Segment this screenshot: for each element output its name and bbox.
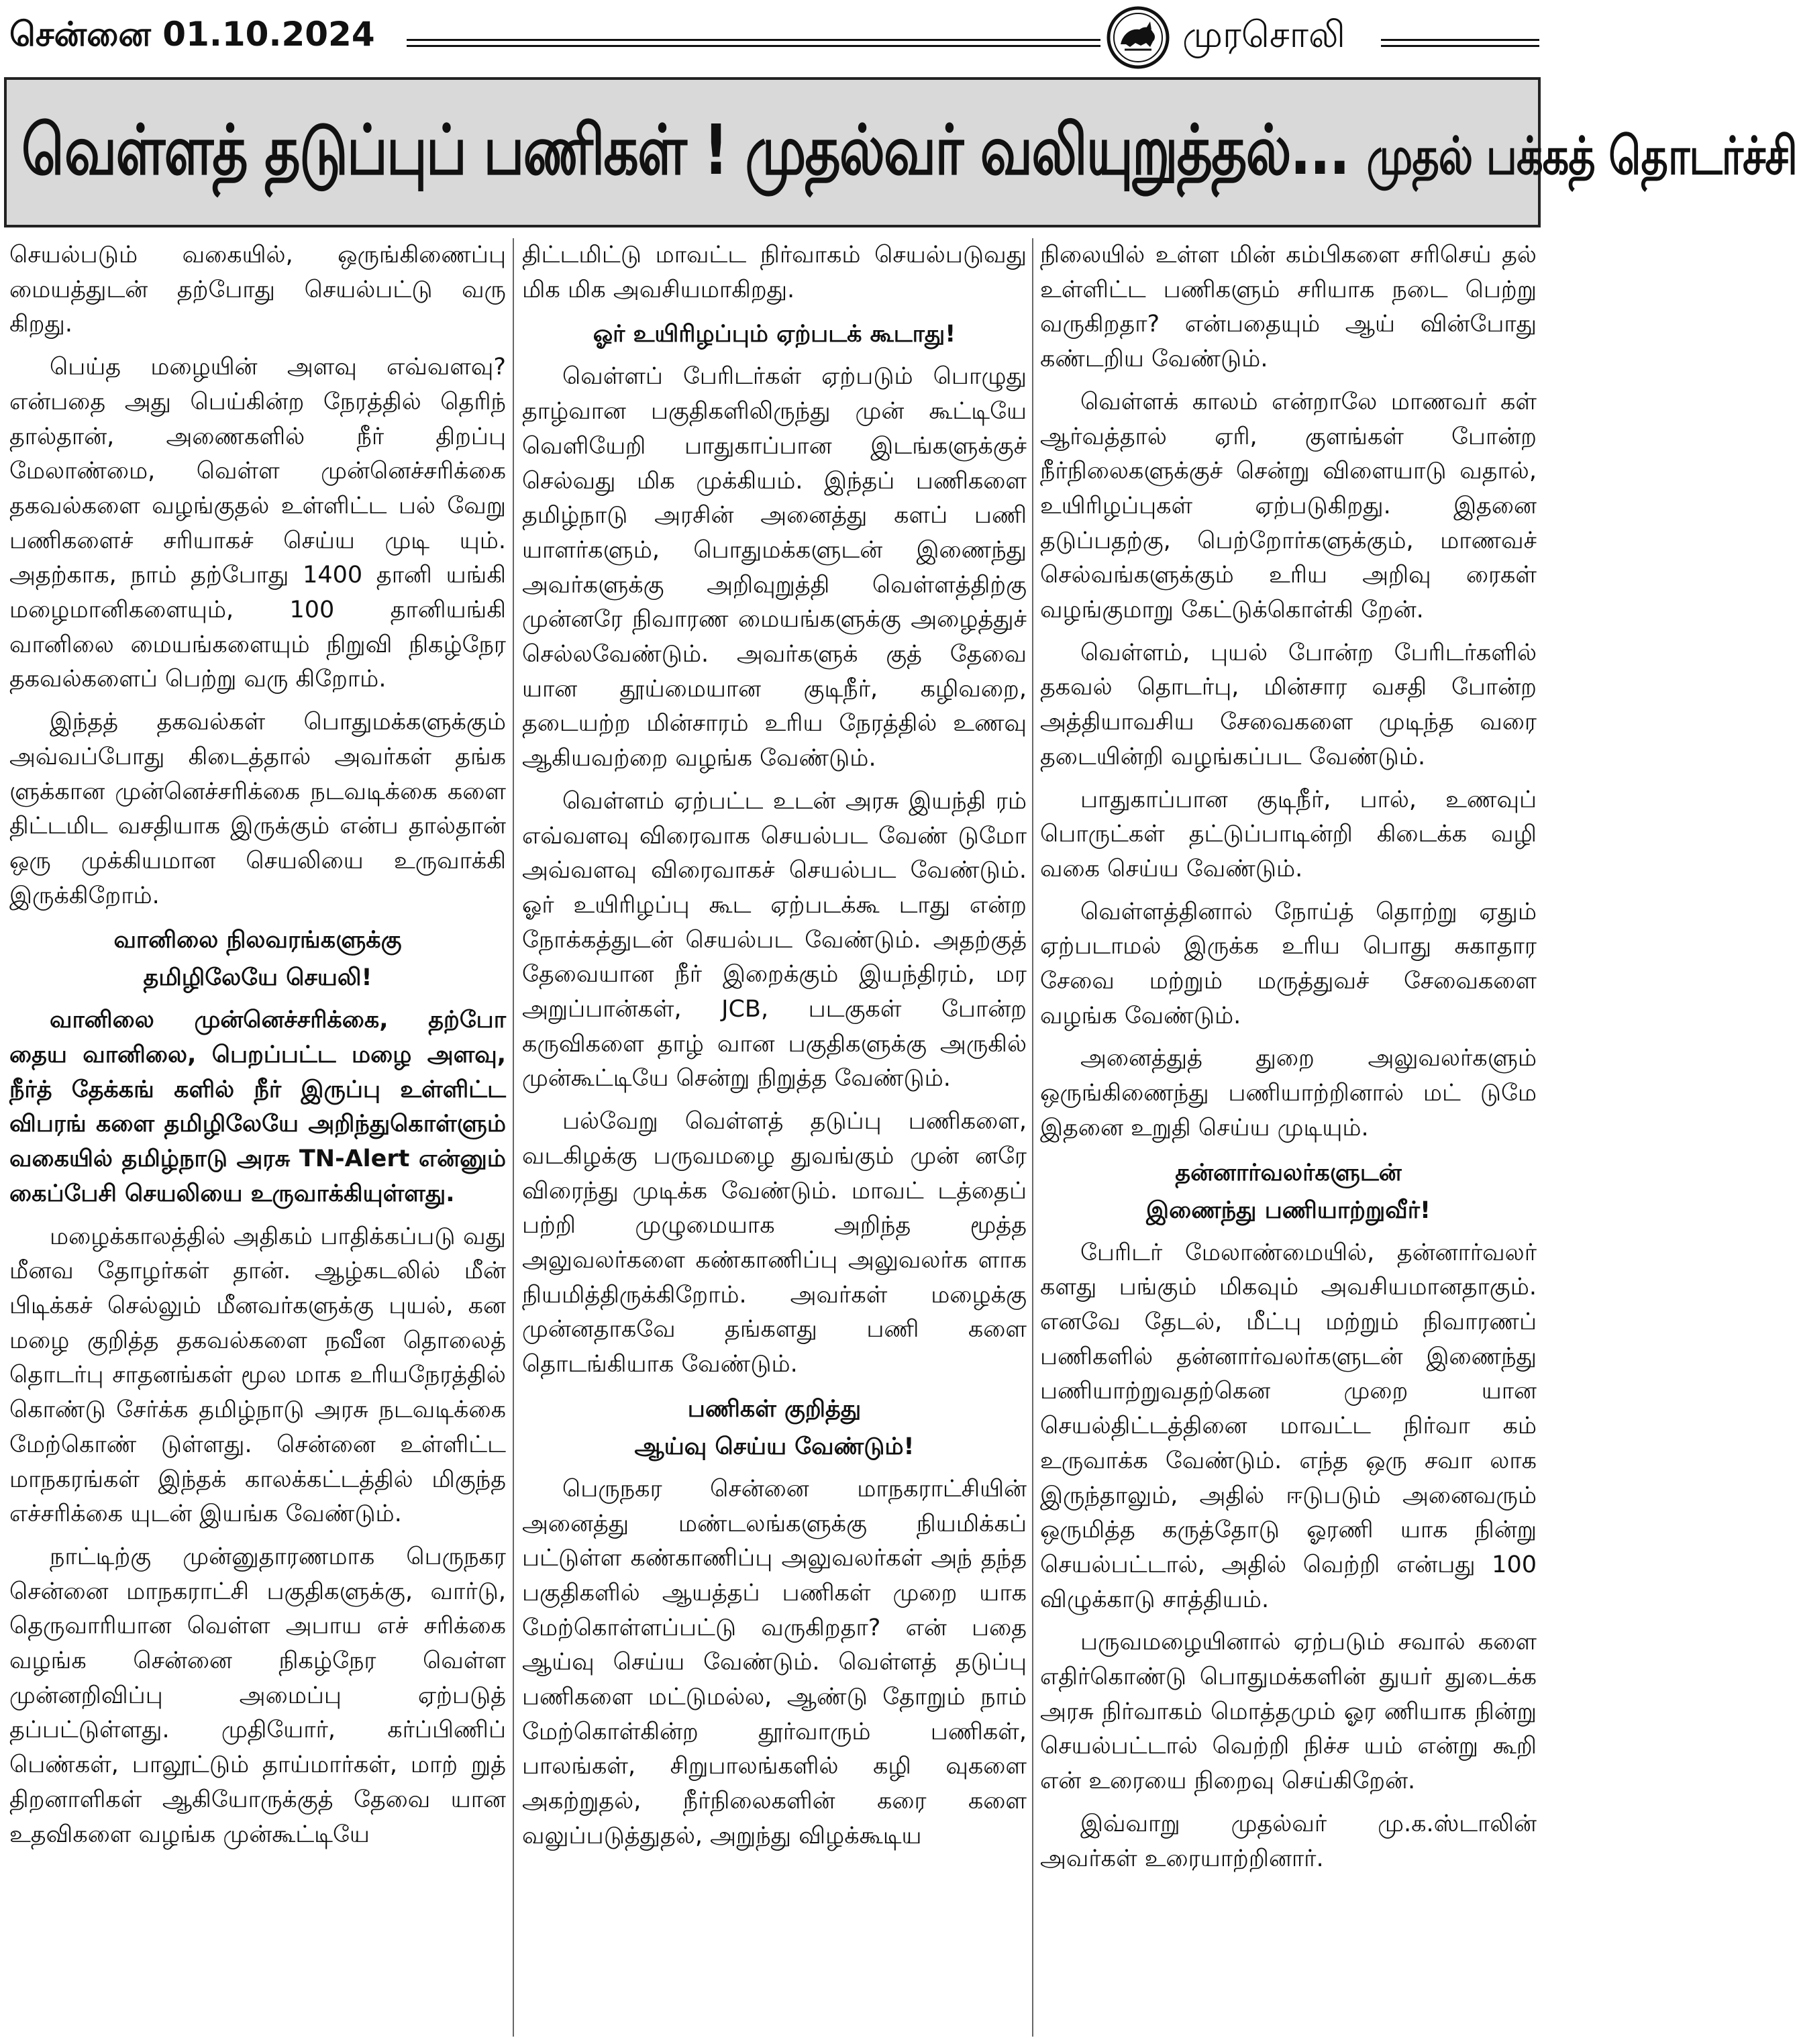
subheading (1040, 1154, 1537, 1229)
paragraph: வெள்ளப் பேரிடர்கள் ஏற்படும் பொழுது தாழ்வான பகுதிகளிலிருந்து முன் கூட்டியே வெளியேறி பாதுகாப்பான இடங்களுக்குச் செல்வது மிக முக்கியம். இந்தப் பணிகளை தமிழ்நாடு அரசின் அனைத்து களப் பணி யாளர்களும், பொதுமக்களுடன் இணைந்து அவர்களுக்கு அறிவுறுத்தி வெள்ளத்திற்கு முன்னரே நிவாரண மையங்களுக்கு அழைத்துச் செல்லவேண்டும். அவர்களுக் குத் தேவை யான தூய்மையான குடிநீர், கழிவறை, தடையற்ற மின்சாரம் உரிய நேரத்தில் உணவு ஆகியவற்றை வழங்க வேண்டும். (522, 363, 1027, 772)
article-column-1 (9, 238, 506, 2037)
article-column-2 (522, 238, 1027, 2037)
paragraph: அனைத்துத் துறை அலுவலர்களும் ஒருங்கிணைந்து பணியாற்றினால் மட் டுமே இதனை உறுதி செய்ய முடியும். (1040, 1045, 1537, 1141)
edition-date: சென்னை 01.10.2024 (9, 15, 375, 54)
paragraph: செயல்படும் வகையில், ஒருங்கிணைப்பு மையத்துடன் தற்போது செயல்பட்டு வரு கிறது. (9, 242, 506, 338)
column-divider (1032, 238, 1033, 2037)
subheading-line: வானிலை நிலவரங்களுக்கு (113, 927, 402, 954)
paragraph: பேரிடர் மேலாண்மையில், தன்னார்வலர் களது பங்கும் மிகவும் அவசியமானதாகும். எனவே தேடல், மீட்பு மற்றும் நிவாரணப் பணிகளில் தன்னார்வலர்களுடன் இணைந்து பணியாற்றுவதற்கென முறை யான செயல்திட்டத்தினை மாவட்ட நிர்வா கம் உருவாக்க வேண்டும். எந்த ஒரு சவா லாக இருந்தாலும், அதில் ஈடுபடும் அனைவரும் ஒருமித்த கருத்தோடு ஓரணி யாக நின்று செயல்பட்டால், அதில் வெற்றி என்பது 100 விழுக்காடு சாத்தியம். (1040, 1239, 1537, 1613)
paragraph: வெள்ளக் காலம் என்றாலே மாணவர் கள் ஆர்வத்தால் ஏரி, குளங்கள் போன்ற நீர்நிலைகளுக்குச் சென்று விளையாடு வதால், உயிரிழப்புகள் ஏற்படுகிறது. இதனை தடுப்பதற்கு, பெற்றோர்களுக்கும், மாணவச் செல்வங்களுக்கும் உரிய அறிவு ரைகள் வழங்குமாறு கேட்டுக்கொள்கி றேன். (1040, 388, 1537, 624)
paragraph: மழைக்காலத்தில் அதிகம் பாதிக்கப்படு வது மீனவ தோழர்கள் தான். ஆழ்கடலில் மீன் பிடிக்கச் செல்லும் மீனவர்களுக்கு புயல், கன மழை குறித்த தகவல்களை நவீன தொலைத் தொடர்பு சாதனங்கள் மூல மாக உரியநேரத்தில் கொண்டு சேர்க்க தமிழ்நாடு அரசு நடவடிக்கை மேற்கொண் டுள்ளது. சென்னை உள்ளிட்ட மாநகரங்கள் இந்தக் காலக்கட்டத்தில் மிகுந்த எச்சரிக்கை யுடன் இயங்க வேண்டும். (9, 1223, 506, 1528)
paragraph: பெருநகர சென்னை மாநகராட்சியின் அனைத்து மண்டலங்களுக்கு நியமிக்கப் பட்டுள்ள கண்காணிப்பு அலுவலர்கள் அந் தந்த பகுதிகளில் ஆயத்தப் பணிகள் முறை யாக மேற்கொள்ளப்பட்டு வருகிறதா? என் பதை ஆய்வு செய்ய வேண்டும். வெள்ளத் தடுப்பு பணிகளை மட்டுமல்ல, ஆண்டு தோறும் நாம் மேற்கொள்கின்ற தூர்வாரும் பணிகள், பாலங்கள், சிறுபாலங்களில் கழி வுகளை அகற்றுதல், நீர்நிலைகளின் கரை களை வலுப்படுத்துதல், அறுந்து விழக்கூடிய (522, 1475, 1027, 1849)
header-rule-right (1381, 39, 1539, 47)
paragraph: நிலையில் உள்ள மின் கம்பிகளை சரிசெய் தல் உள்ளிட்ட பணிகளும் சரியாக நடை பெற்று வருகிறதா? என்பதையும் ஆய் வின்போது கண்டறிய வேண்டும். (1040, 242, 1537, 373)
subheading-line: ஆய்வு செய்ய வேண்டும்! (634, 1433, 915, 1460)
header-rule-left (407, 39, 1100, 47)
column-divider (513, 238, 514, 2037)
subheading: ஓர் உயிரிழப்பும் ஏற்படக் கூடாது! (593, 321, 956, 348)
subheading-line: தமிழிலேயே செயலி! (143, 964, 372, 992)
article-column-3 (1040, 238, 1537, 2037)
paragraph: இந்தத் தகவல்கள் பொதுமக்களுக்கும் அவ்வப்போது கிடைத்தால் அவர்கள் தங்க ளுக்கான முன்னெச்சரிக்கை நடவடிக்கை களை திட்டமிட வசதியாக இருக்கும் என்ப தால்தான் ஒரு முக்கியமான செயலியை உருவாக்கி இருக்கிறோம். (9, 709, 506, 909)
subheading (522, 1390, 1027, 1466)
page-header (0, 0, 1545, 77)
paragraph: இவ்வாறு முதல்வர் மு.க.ஸ்டாலின் அவர்கள் உரையாற்றினார். (1040, 1810, 1537, 1872)
subheading-line: பணிகள் குறித்து (687, 1395, 862, 1423)
paragraph: வானிலை முன்னெச்சரிக்கை, தற்போ தைய வானிலை, பெறப்பட்ட மழை அளவு, நீர்த் தேக்கங் களில் நீர் இருப்பு உள்ளிட்ட விபரங் களை தமிழிலேயே அறிந்துகொள்ளும் வகையில் தமிழ்நாடு அரசு TN-Alert என்னும் கைப்பேசி செயலியை உருவாக்கியுள்ளது. (9, 1007, 506, 1207)
rising-sun-emblem-icon (1106, 5, 1170, 70)
paragraph: வெள்ளத்தினால் நோய்த் தொற்று ஏதும் ஏற்படாமல் இருக்க உரிய பொது சுகாதார சேவை மற்றும் மருத்துவச் சேவைகளை வழங்க வேண்டும். (1040, 898, 1537, 1029)
paragraph: வெள்ளம், புயல் போன்ற பேரிடர்களில் தகவல் தொடர்பு, மின்சார வசதி போன்ற அத்தியாவசிய சேவைகளை முடிந்த வரை தடையின்றி வழங்கப்பட வேண்டும். (1040, 639, 1537, 770)
newspaper-masthead: முரசொலி (1182, 13, 1345, 56)
headline (21, 111, 1797, 200)
subheading (9, 921, 506, 997)
headline-banner (4, 77, 1797, 227)
headline-continuation: முதல் பக்கத் தொடர்ச்சி (1366, 125, 1797, 187)
paragraph: பல்வேறு வெள்ளத் தடுப்பு பணிகளை, வடகிழக்கு பருவமழை துவங்கும் முன் னரே விரைந்து முடிக்க வேண்டும். மாவட் டத்தைப் பற்றி முழுமையாக அறிந்த மூத்த அலுவலர்களை கண்காணிப்பு அலுவலர்க ளாக நியமித்திருக்கிறோம். அவர்கள் மழைக்கு முன்னதாகவே தங்களது பணி களை தொடங்கியாக வேண்டும். (522, 1108, 1027, 1378)
subheading-line: தன்னார்வலர்களுடன் (1175, 1159, 1402, 1186)
paragraph: பருவமழையினால் ஏற்படும் சவால் களை எதிர்கொண்டு பொதுமக்களின் துயர் துடைக்க அரசு நிர்வாகம் மொத்தமும் ஓர ணியாக நின்று செயல்பட்டால் வெற்றி நிச்ச யம் என்று கூறி என் உரையை நிறைவு செய்கிறேன். (1040, 1629, 1537, 1795)
subheading-line: இணைந்து பணியாற்றுவீர்! (1146, 1196, 1431, 1224)
headline-main: வெள்ளத் தடுப்புப் பணிகள் ! முதல்வர் வலியுறுத்தல்... (21, 111, 1349, 191)
paragraph: பெய்த மழையின் அளவு எவ்வளவு? என்பதை அது பெய்கின்ற நேரத்தில் தெரிந் தால்தான், அணைகளில் நீர் திறப்பு மேலாண்மை, வெள்ள முன்னெச்சரிக்கை தகவல்களை வழங்குதல் உள்ளிட்ட பல் வேறு பணிகளைச் சரியாகச் செய்ய முடி யும். அதற்காக, நாம் தற்போது 1400 தானி யங்கி மழைமானிகளையும், 100 தானியங்கி வானிலை மையங்களையும் நிறுவி நிகழ்நேர தகவல்களைப் பெற்று வரு கிறோம். (9, 354, 506, 693)
paragraph: திட்டமிட்டு மாவட்ட நிர்வாகம் செயல்படுவது மிக மிக அவசியமாகிறது. (522, 242, 1027, 303)
paragraph: நாட்டிற்கு முன்னுதாரணமாக பெருநகர சென்னை மாநகராட்சி பகுதிகளுக்கு, வார்டு, தெருவாரியான வெள்ள அபாய எச் சரிக்கை வழங்க சென்னை நிகழ்நேர வெள்ள முன்னறிவிப்பு அமைப்பு ஏற்படுத் தப்பட்டுள்ளது. முதியோர், கர்ப்பிணிப் பெண்கள், பாலூட்டும் தாய்மார்கள், மாற் றுத் திறனாளிகள் ஆகியோருக்குத் தேவை யான உதவிகளை வழங்க முன்கூட்டியே (9, 1543, 506, 1848)
paragraph: வெள்ளம் ஏற்பட்ட உடன் அரசு இயந்தி ரம் எவ்வளவு விரைவாக செயல்பட வேண் டுமோ அவ்வளவு விரைவாகச் செயல்பட வேண்டும். ஓர் உயிரிழப்பு கூட ஏற்படக்கூ டாது என்ற நோக்கத்துடன் செயல்பட வேண்டும். அதற்குத் தேவையான நீர் இறைக்கும் இயந்திரம், மர அறுப்பான்கள், JCB, படகுகள் போன்ற கருவிகளை தாழ் வான பகுதிகளுக்கு அருகில் முன்கூட்டியே சென்று நிறுத்த வேண்டும். (522, 787, 1027, 1092)
paragraph: பாதுகாப்பான குடிநீர், பால், உணவுப் பொருட்கள் தட்டுப்பாடின்றி கிடைக்க வழி வகை செய்ய வேண்டும். (1040, 786, 1537, 882)
